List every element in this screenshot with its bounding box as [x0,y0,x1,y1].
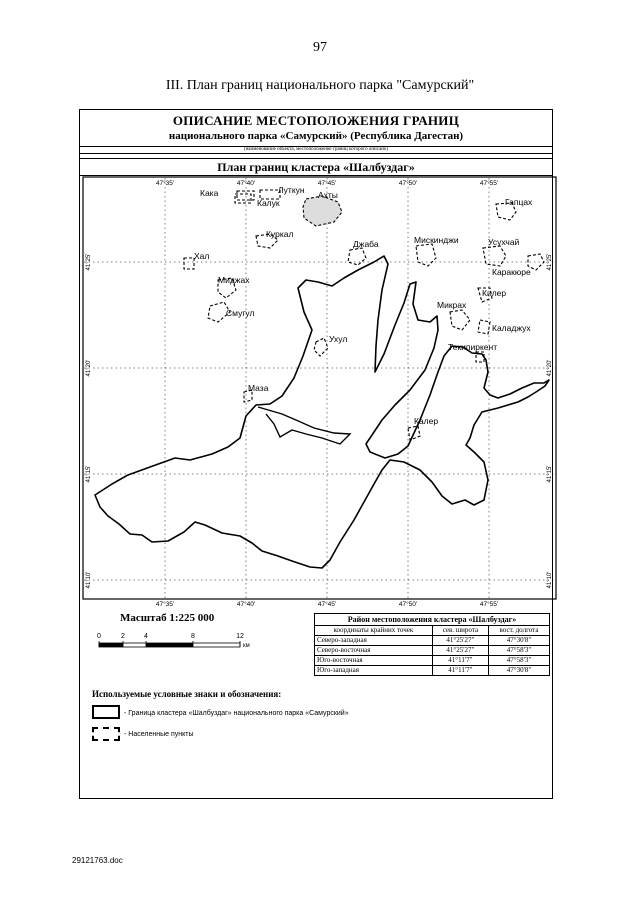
table-row [315,656,550,666]
coordinates-table [314,613,550,676]
settlement-label: Каракюре [492,267,531,277]
lat-label: 41°20' [86,359,92,377]
scale-unit: км [243,643,250,649]
lon-label: 47°55' [479,601,499,608]
table-row [315,636,550,646]
inner-boundary-line [258,407,350,444]
table-row [315,646,550,656]
table-header: сев. широта [432,626,488,636]
settlement-label: Гапцах [505,197,533,207]
lon-label: 47°55' [479,180,499,187]
scale-tick-label: 12 [236,633,244,640]
settlement-label: Куркал [266,229,294,239]
table-cell: 47°58'3" [488,656,549,666]
table-cell: 41°25'27" [432,646,488,656]
lon-label: 47°45' [317,601,337,608]
settlement-legend-symbol [92,727,120,741]
table-cell: 41°11'7" [432,666,488,676]
page-heading: III. План границ национального парка "Самурский" [165,78,475,93]
settlement-label: Текипиркент [448,342,498,352]
table-cell: 47°30'8" [488,666,549,676]
table-header: вост. долгота [488,626,549,636]
lat-label: 41°15' [86,465,92,483]
settlement-usukhchay [483,246,506,266]
settlement-label: Смугул [226,308,255,318]
lon-label: 47°40' [236,601,256,608]
table-cell: Северо-западная [315,636,433,646]
settlement-label: Луткун [278,185,305,195]
settlement-legend-text: - Населенные пункты [124,731,194,738]
settlement-label: Маза [248,383,269,393]
lon-label: 47°50' [398,180,418,187]
settlement-label: Микрах [437,300,467,310]
lon-label: 47°35' [155,180,175,187]
settlement-label: Калер [414,416,439,426]
settlement-ukhul [314,338,328,356]
lon-label: 47°35' [155,601,175,608]
settlement-label: Джаба [353,239,379,249]
boundary-legend-symbol [92,705,120,719]
settlement-akhty [303,196,342,226]
table-cell: 41°11'7" [432,656,488,666]
lat-label: 41°10' [547,571,553,589]
map-title: План границ кластера «Шалбуздаг» [217,160,415,174]
settlement-label: Миджах [218,275,250,285]
document-filename: 29121763.doc [72,856,123,865]
scale-tick-label: 4 [144,633,148,640]
park-title: национального парка «Самурский» (Республика Дагестан) [168,130,464,142]
scale-label: Масштаб 1:225 000 [120,612,215,624]
settlement-kaladzhukh [478,320,490,334]
settlement-dzhaba [348,248,366,265]
page-number: 97 [313,40,327,55]
coordinates-table-title: Район местоположения кластера «Шалбуздаг» [315,614,550,626]
table-cell: Юго-западная [315,666,433,676]
lon-label: 47°40' [236,180,256,187]
settlement-label: Ахты [318,190,338,200]
scale-tick-label: 2 [121,633,125,640]
table-cell: Северо-восточная [315,646,433,656]
settlement-label: Мискинджи [414,235,459,245]
settlement-label: Каладжух [492,323,531,333]
boundary-legend-text: - Граница кластера «Шалбуздаг» национального парка «Самурский» [124,710,349,717]
settlement-miskindzhi [416,244,436,266]
scale-bar [99,641,240,647]
settlement-label: Хал [194,251,210,261]
settlement-mikrakh [450,310,470,330]
table-cell: Юго-восточная [315,656,433,666]
title-caption: (наименование объекта, местоположение границ которого описано) [243,147,389,152]
lon-label: 47°45' [317,180,337,187]
scale-tick-label: 0 [97,633,101,640]
settlement-label: Усухчай [488,237,520,247]
settlement-label: Килер [482,288,507,298]
lat-label: 41°25' [547,253,553,271]
legend-title: Используемые условные знаки и обозначения: [92,689,282,699]
description-title: ОПИСАНИЕ МЕСТОПОЛОЖЕНИЯ ГРАНИЦ [172,113,460,128]
lat-label: 41°10' [86,571,92,589]
cluster-boundary [95,256,549,568]
table-cell: 47°30'8" [488,636,549,646]
lat-label: 41°15' [547,465,553,483]
table-cell: 47°58'3" [488,646,549,656]
table-header: координаты крайних точек [315,626,433,636]
lon-label: 47°50' [398,601,418,608]
settlement-label: Ухул [329,334,348,344]
scale-tick-label: 8 [191,633,195,640]
settlement-label: Калук [257,198,280,208]
settlement-khal [184,258,194,269]
settlement-label: Кака [200,188,219,198]
lat-label: 41°20' [547,359,553,377]
table-cell: 41°25'27" [432,636,488,646]
lat-label: 41°25' [86,253,92,271]
table-row [315,666,550,676]
